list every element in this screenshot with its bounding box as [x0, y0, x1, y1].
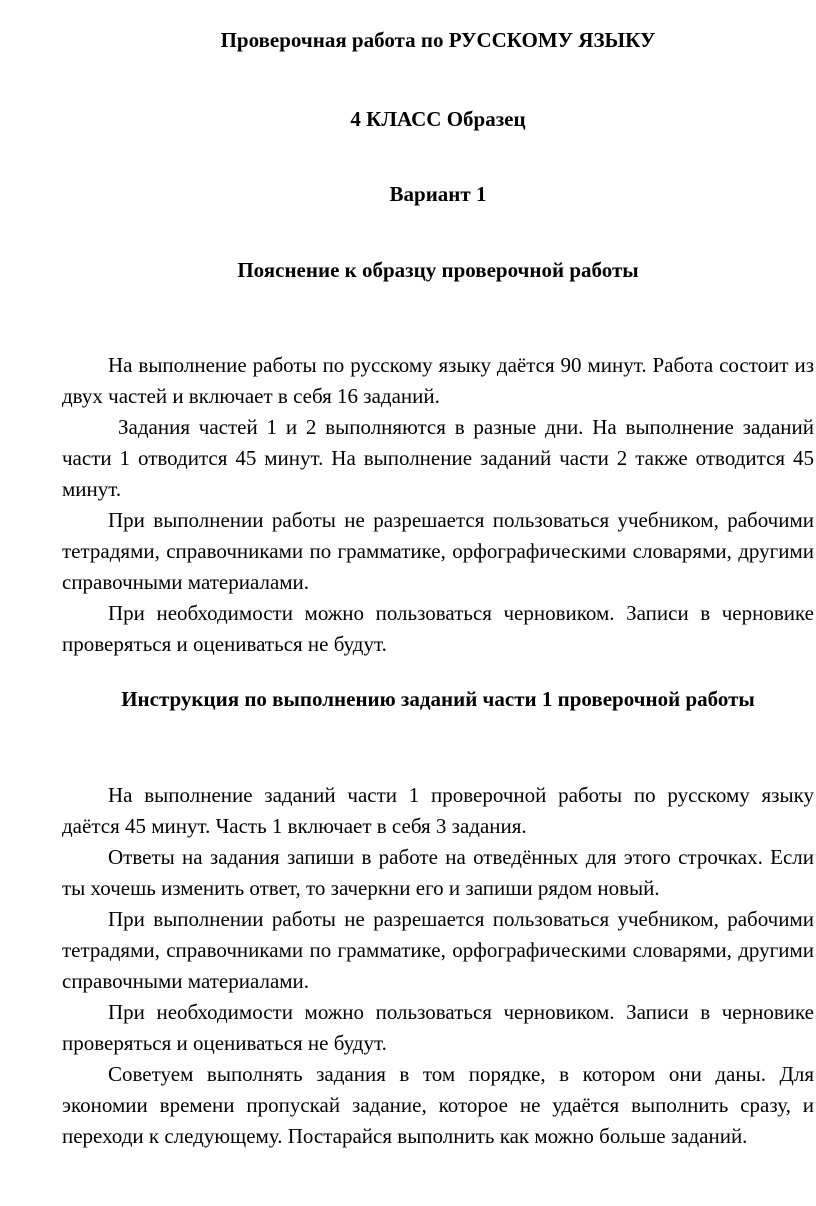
- explanation-section: [62, 350, 814, 660]
- grade-label: 4 КЛАСС Образец: [350, 107, 526, 131]
- document-title: Проверочная работа по РУССКОМУ ЯЗЫКУ: [220, 28, 656, 52]
- instructions-paragraph: На выполнение заданий части 1 проверочной работы по русскому языку даётся 45 минут. Часть 1 включает в себя 3 задания.: [62, 783, 814, 838]
- instructions-paragraph: При необходимости можно пользоваться черновиком. Записи в черновике проверяться и оцениваться не будут.: [62, 1000, 814, 1055]
- explanation-paragraph: Задания частей 1 и 2 выполняются в разные дни. На выполнение заданий части 1 отводится 45 минут. На выполнение заданий части 2 также отводится 45 минут.: [62, 415, 814, 501]
- explanation-paragraph: При выполнении работы не разрешается пользоваться учебником, рабочими тетрадями, справочниками по грамматике, орфографическими словарями, другими справочными материалами.: [62, 508, 814, 594]
- instructions-paragraph: Ответы на задания запиши в работе на отведённых для этого строчках. Если ты хочешь изменить ответ, то зачеркни его и запиши рядом новый.: [62, 845, 814, 900]
- instructions-section: [62, 780, 814, 1152]
- explanation-paragraph: На выполнение работы по русскому языку даётся 90 минут. Работа состоит из двух частей и включает в себя 16 заданий.: [62, 353, 814, 408]
- instructions-paragraph: Советуем выполнять задания в том порядке, в котором они даны. Для экономии времени пропускай задание, которое не удаётся выполнить сразу, и переходи к следующему. Постарайся выполнить как можно больше заданий.: [62, 1062, 814, 1148]
- instructions-paragraph: При выполнении работы не разрешается пользоваться учебником, рабочими тетрадями, справочниками по грамматике, орфографическими словарями, другими справочными материалами.: [62, 907, 814, 993]
- explanation-heading: Пояснение к образцу проверочной работы: [237, 258, 639, 282]
- variant-label: Вариант 1: [389, 182, 487, 206]
- explanation-paragraph: При необходимости можно пользоваться черновиком. Записи в черновике проверяться и оцениваться не будут.: [62, 601, 814, 656]
- instructions-heading: Инструкция по выполнению заданий части 1 проверочной работы: [121, 687, 755, 711]
